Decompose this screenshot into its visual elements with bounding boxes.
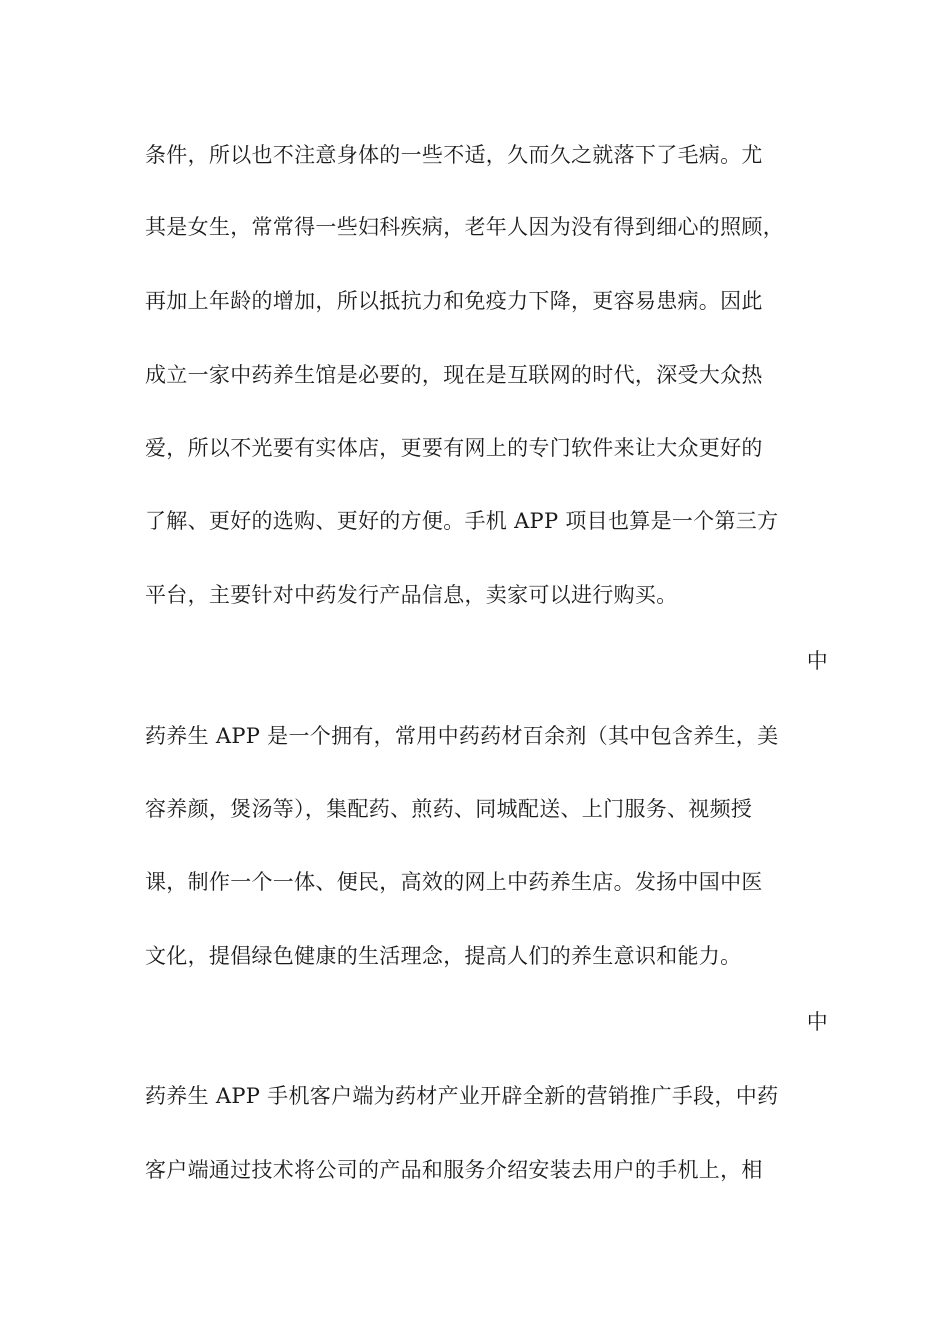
paragraph-start-char: 中 — [806, 649, 828, 673]
text-line: 文化，提倡绿色健康的生活理念，提高人们的养生意识和能力。 — [145, 944, 742, 968]
text-line: 了解、更好的选购、更好的方便。手机 APP 项目也算是一个第三方 — [145, 509, 779, 533]
text-line: 客户端通过技术将公司的产品和服务介绍安装去用户的手机上，相 — [145, 1158, 763, 1182]
text-line: 条件，所以也不注意身体的一些不适，久而久之就落下了毛病。尤 — [145, 143, 763, 167]
text-line: 课，制作一个一体、便民，高效的网上中药养生店。发扬中国中医 — [145, 870, 763, 894]
text-line: 平台，主要针对中药发行产品信息，卖家可以进行购买。 — [145, 583, 678, 607]
text-line: 爱，所以不光要有实体店，更要有网上的专门软件来让大众更好的 — [145, 436, 763, 460]
text-line: 再加上年龄的增加，所以抵抗力和免疫力下降，更容易患病。因此 — [145, 289, 763, 313]
paragraph-start-char: 中 — [806, 1010, 828, 1034]
text-line: 药养生 APP 是一个拥有，常用中药药材百余剂（其中包含养生，美 — [145, 724, 779, 748]
text-line: 成立一家中药养生馆是必要的，现在是互联网的时代，深受大众热 — [145, 363, 763, 387]
text-line: 容养颜，煲汤等），集配药、煎药、同城配送、上门服务、视频授 — [145, 797, 753, 821]
text-line: 其是女生，常常得一些妇科疾病，老年人因为没有得到细心的照顾， — [145, 215, 784, 239]
text-line: 药养生 APP 手机客户端为药材产业开辟全新的营销推广手段，中药 — [145, 1084, 779, 1108]
